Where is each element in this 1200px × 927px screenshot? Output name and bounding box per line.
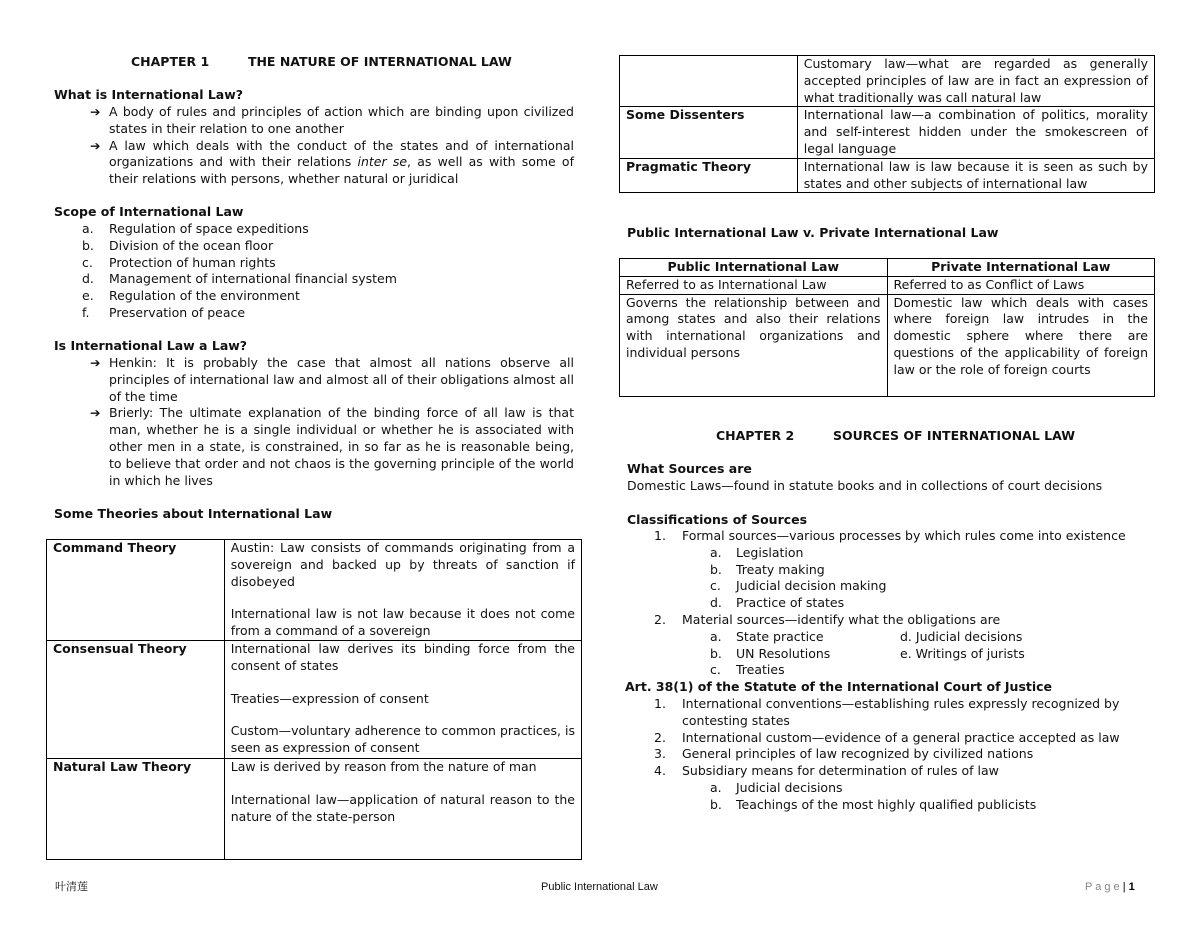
what-is-heading: What is International Law? — [54, 87, 244, 102]
theory-name: Pragmatic Theory — [620, 158, 798, 193]
table-row — [620, 56, 1155, 107]
list-text: Preservation of peace — [109, 304, 246, 320]
is-law-list — [54, 355, 574, 489]
list-marker: d. — [82, 271, 94, 287]
list-item — [619, 730, 1149, 747]
what-is-list — [54, 104, 574, 188]
scope-heading: Scope of International Law — [54, 204, 244, 219]
list-marker: b. — [82, 237, 94, 253]
chapter-1-title — [131, 54, 512, 71]
list-item: 1. Formal sources—various processes by which rules come into existence — [654, 528, 1126, 543]
list-marker: 3. — [654, 746, 666, 762]
list-text: Division of the ocean floor — [109, 237, 274, 253]
theory-desc: Law is derived by reason from the nature of man International law—application of natural reason to the nature of the state-person — [224, 759, 581, 860]
list-marker: a. — [82, 221, 94, 236]
arrow-icon: ➔ — [90, 405, 101, 421]
classifications-list — [619, 528, 1155, 679]
chapter-heading: SOURCES OF INTERNATIONAL LAW — [832, 428, 1076, 443]
what-sources-heading: What Sources are — [627, 461, 752, 476]
classifications-heading: Classifications of Sources — [627, 512, 808, 527]
table-row — [47, 641, 582, 759]
material-sub-right — [900, 629, 1025, 663]
list-text: Regulation of the environment — [109, 288, 300, 304]
chapter-heading: THE NATURE OF INTERNATIONAL LAW — [247, 54, 512, 69]
list-item — [619, 545, 1155, 562]
list-text: International conventions—establishing rules expressly recognized by contesting states — [682, 696, 1120, 728]
list-text: Treaty making — [736, 561, 825, 577]
table-row — [620, 294, 1155, 396]
list-item: ➔ Brierly: The ultimate explanation of the binding force of all law is that man, whether he is a single individual or whether he is associated with other men in a state, is constrained, in so far as he is reasonable being, to believe that order and not chaos is the governing principle of the world in which he lives — [90, 405, 574, 488]
theory-desc: Austin: Law consists of commands originating from a sovereign and backed up by threats of sanction if disobeyed International law is not law because it does not come from a command of a sovereign — [224, 540, 581, 641]
list-marker: b. — [710, 645, 722, 661]
table-row — [47, 759, 582, 860]
column-header: Private International Law — [887, 259, 1155, 277]
list-item — [619, 578, 1155, 595]
list-text: Judicial decision making — [736, 578, 887, 594]
list-marker: b. — [710, 796, 722, 812]
table-header-row — [620, 259, 1155, 277]
list-item: 2. Material sources—identify what the obligations are — [654, 611, 1001, 627]
list-item — [619, 646, 1155, 663]
list-item — [619, 746, 1149, 763]
list-marker: a. — [710, 544, 722, 560]
list-marker: 4. — [654, 763, 666, 779]
theory-desc: International law is law because it is seen as such by states and other subjects of international law — [797, 158, 1154, 193]
list-item — [619, 662, 1155, 679]
is-law-heading: Is International Law a Law? — [54, 338, 248, 353]
arrow-icon: ➔ — [90, 137, 101, 153]
table-cell: Governs the relationship between and among states and also their relations with international organizations and individual persons — [620, 294, 888, 396]
page-separator: | — [1122, 881, 1126, 893]
art38-list — [619, 696, 1149, 814]
theories-heading: Some Theories about International Law — [54, 506, 333, 521]
list-marker: a. — [710, 779, 722, 795]
list-item — [54, 255, 574, 272]
scope-list — [54, 221, 574, 322]
list-text: Teachings of the most highly qualified publicists — [736, 796, 1037, 812]
arrow-icon: ➔ — [90, 355, 101, 370]
formal-sub-list — [619, 545, 1155, 612]
footer-author: 叶清莲 — [55, 881, 88, 893]
table-row — [620, 158, 1155, 193]
list-text: Regulation of space expeditions — [109, 221, 309, 236]
list-item — [54, 238, 574, 255]
list-item: d. Judicial decisions — [900, 628, 1023, 644]
list-marker: 1. — [654, 696, 666, 711]
list-marker: f. — [82, 304, 90, 320]
list-item — [619, 696, 1149, 730]
list-item — [619, 595, 1155, 612]
theories-table — [46, 539, 582, 860]
list-item: ➔ A law which deals with the conduct of the states and of international organizations and with their relations inter se, as well as with some of their relations with persons, whether natural or juridical — [90, 137, 574, 187]
table-row — [620, 107, 1155, 158]
theory-desc: International law—a combination of politics, morality and self-interest hidden under the smokescreen of legal language — [797, 107, 1154, 158]
art38-heading: Art. 38(1) of the Statute of the International Court of Justice — [625, 679, 1053, 694]
theory-desc: Customary law—what are regarded as generally accepted principles of law are in fact an expression of what traditionally was call natural law — [797, 56, 1154, 107]
list-item: ➔ Henkin: It is probably the case that almost all nations observe all principles of international law and almost all of their obligations almost all of the time — [90, 355, 574, 404]
list-text: Management of international financial system — [109, 271, 397, 287]
theory-name — [620, 56, 798, 107]
list-text: Judicial decisions — [736, 779, 843, 795]
pub-priv-table — [619, 258, 1155, 397]
list-item: ➔ A body of rules and principles of action which are binding upon civilized states in their relation to one another — [90, 104, 574, 136]
arrow-icon: ➔ — [90, 104, 101, 119]
list-text: International custom—evidence of a general practice accepted as law — [682, 729, 1120, 745]
list-text: General principles of law recognized by civilized nations — [682, 746, 1034, 762]
column-header: Public International Law — [620, 259, 888, 277]
footer-page — [1085, 879, 1135, 896]
theory-desc: International law derives its binding force from the consent of states Treaties—expression of consent Custom—voluntary adherence to common practices, is seen as expression of consent — [224, 641, 581, 759]
chapter-number: CHAPTER 2 — [716, 428, 795, 443]
list-item — [54, 271, 574, 288]
list-item — [619, 780, 1149, 797]
theory-name: Consensual Theory — [47, 641, 225, 759]
table-row — [47, 540, 582, 641]
list-text: Treaties — [736, 662, 785, 678]
theories-table-continued — [619, 55, 1155, 193]
list-marker: d. — [710, 595, 722, 611]
list-item — [619, 763, 1149, 780]
list-item — [54, 221, 574, 238]
theory-name: Some Dissenters — [620, 107, 798, 158]
chapter-2-title — [716, 428, 1075, 445]
list-item — [619, 797, 1149, 814]
pub-priv-heading: Public International Law v. Private International Law — [627, 225, 999, 240]
list-marker: c. — [710, 662, 721, 678]
list-text: Subsidiary means for determination of rules of law — [682, 763, 999, 779]
list-item — [54, 288, 574, 305]
list-marker: e. — [82, 288, 94, 304]
list-text: UN Resolutions — [736, 645, 831, 661]
list-marker: c. — [82, 254, 93, 270]
list-item — [619, 629, 1155, 646]
list-text: State practice — [736, 628, 824, 644]
list-marker: c. — [710, 578, 721, 594]
material-sub-list — [619, 629, 1155, 679]
list-item — [54, 305, 574, 322]
list-text: Practice of states — [736, 595, 845, 611]
theory-name: Natural Law Theory — [47, 759, 225, 860]
list-marker: b. — [710, 561, 722, 577]
table-cell: Domestic law which deals with cases where foreign law intrudes in the domestic sphere where there are questions of the applicability of foreign law or the role of foreign courts — [887, 294, 1155, 396]
page-label: P a g e — [1085, 881, 1120, 893]
table-row — [620, 276, 1155, 294]
what-sources-text: Domestic Laws—found in statute books and in collections of court decisions — [627, 478, 1103, 493]
list-item — [619, 562, 1155, 579]
footer-title: Public International Law — [541, 881, 658, 893]
theory-name: Command Theory — [47, 540, 225, 641]
list-marker: a. — [710, 628, 722, 644]
table-cell: Referred to as Conflict of Laws — [887, 276, 1155, 294]
list-text: Legislation — [736, 544, 804, 560]
table-cell: Referred to as International Law — [620, 276, 888, 294]
page-number: 1 — [1128, 881, 1135, 893]
list-item: e. Writings of jurists — [900, 645, 1025, 661]
chapter-number: CHAPTER 1 — [131, 54, 210, 69]
list-marker: 2. — [654, 729, 666, 745]
list-text: Protection of human rights — [109, 254, 276, 270]
